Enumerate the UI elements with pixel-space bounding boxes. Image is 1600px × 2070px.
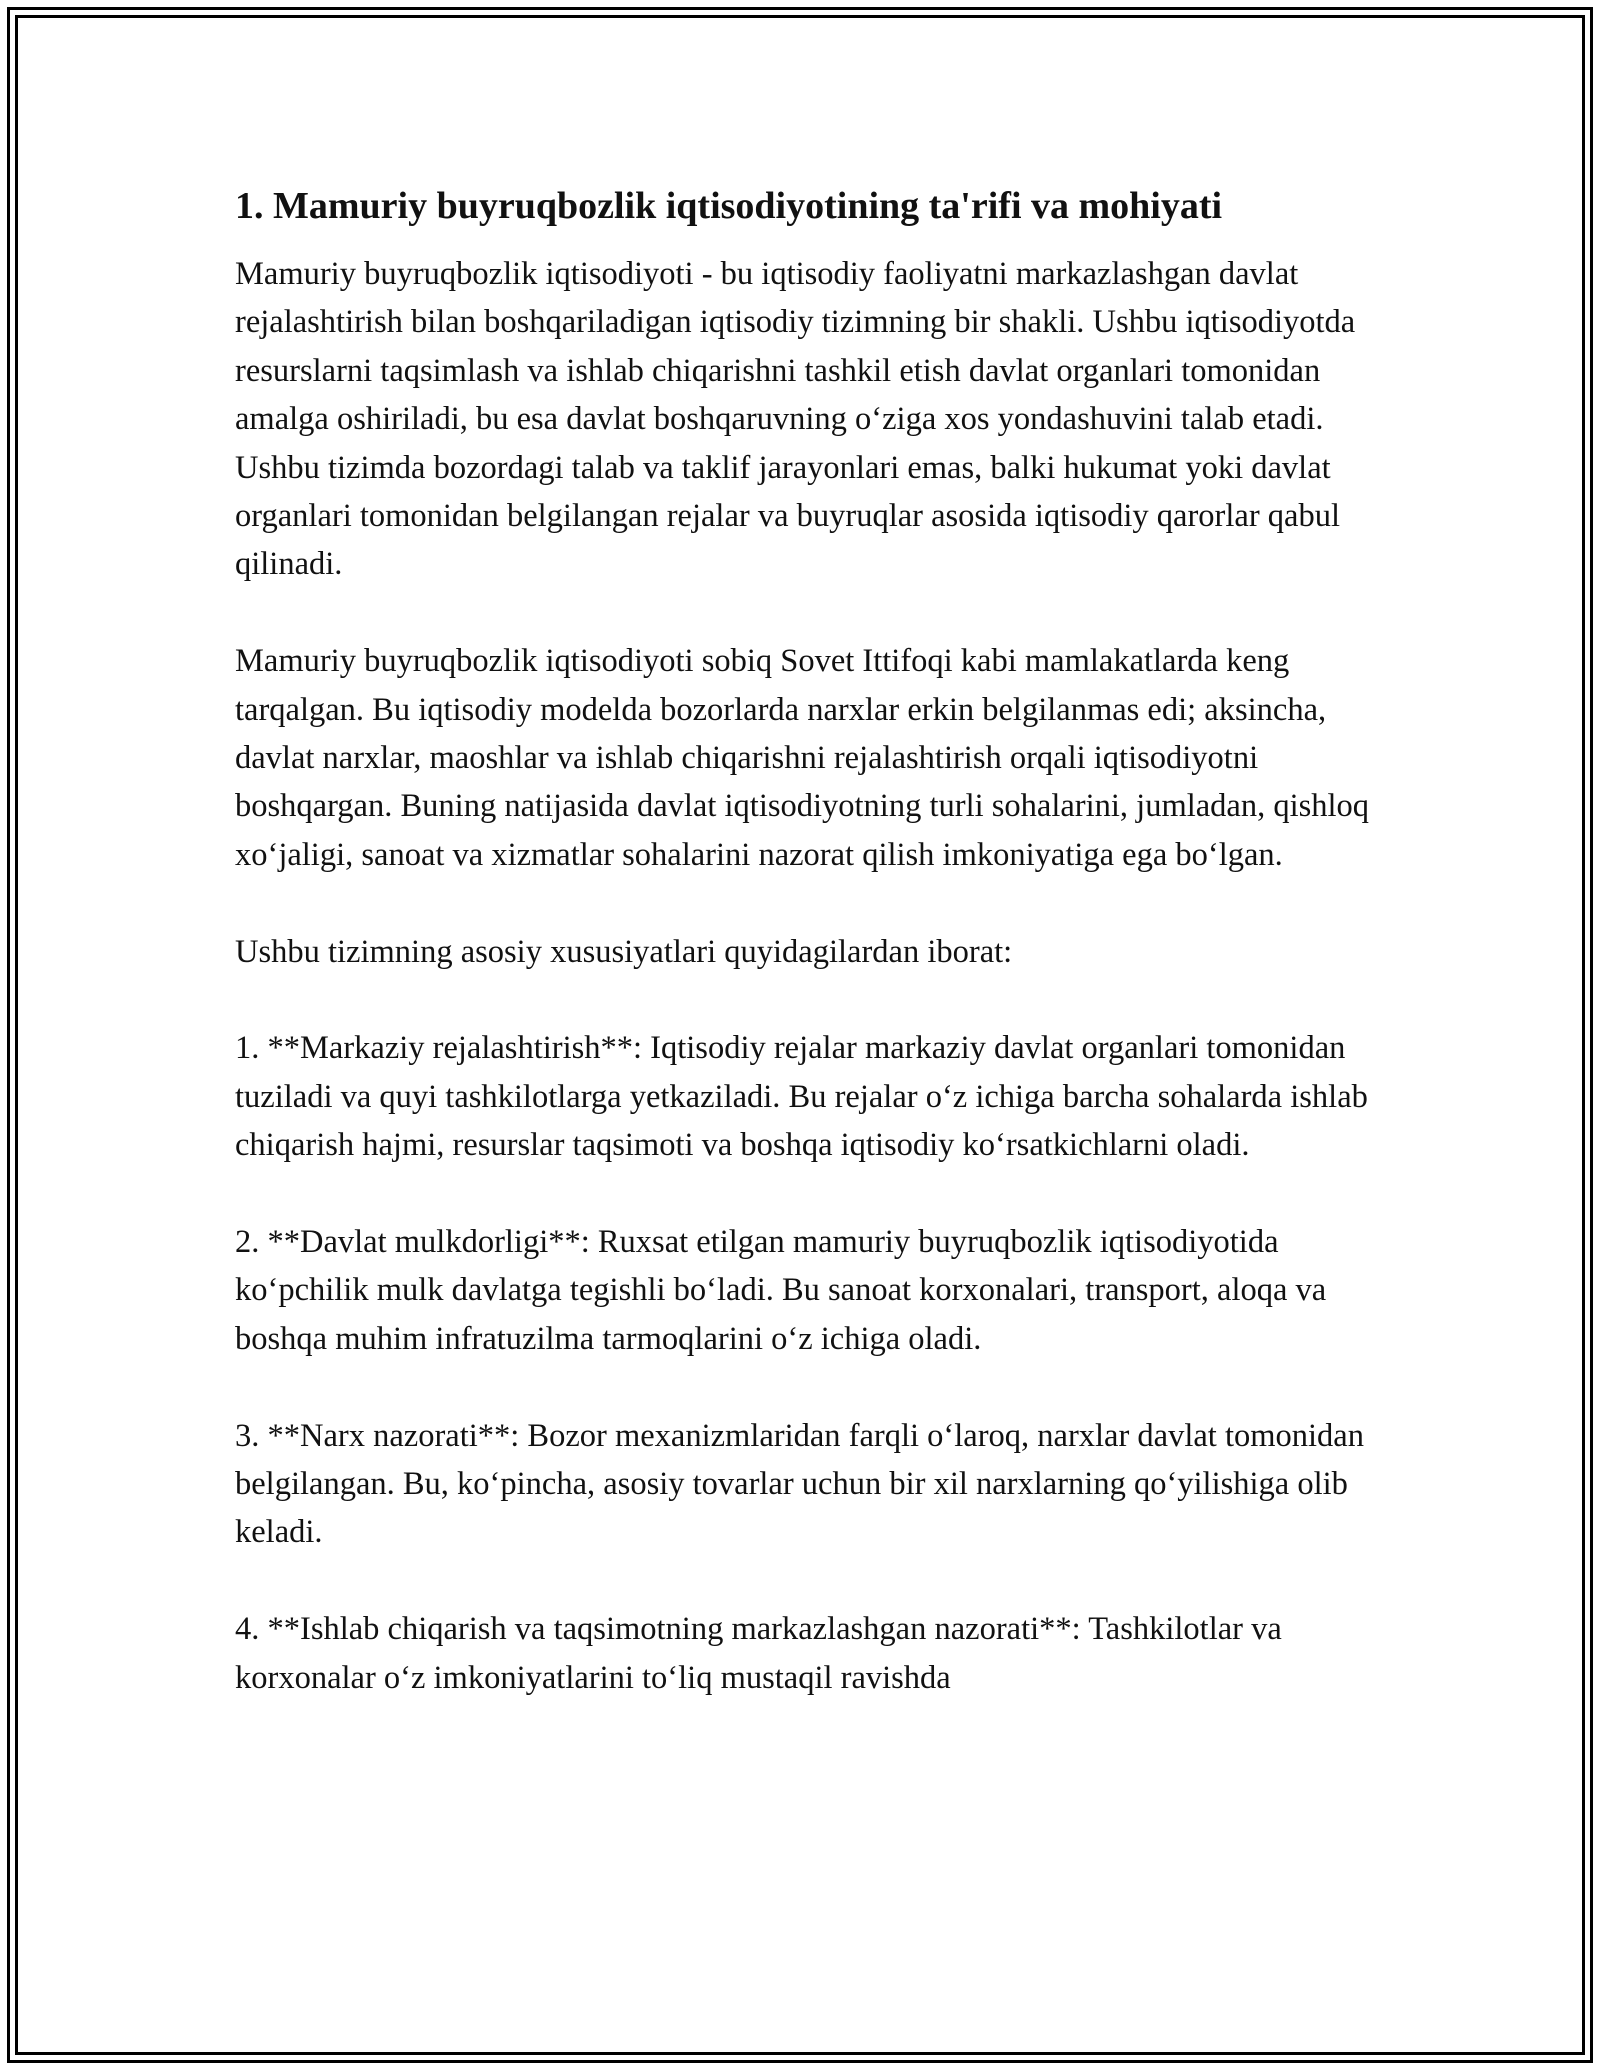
document-title: 1. Mamuriy buyruqbozlik iqtisodiyotining ta'rifi va mohiyati bbox=[235, 185, 1223, 227]
paragraph-definition: Mamuriy buyruqbozlik iqtisodiyoti - bu iqtisodiy faoliyatni markazlashgan davlat rejalashtirish bilan boshqariladigan iqtisodiy tizimning bir shakli. Ushbu iqtisodiyotda resurslarni taqsimlash va ishlab chiqarishni tashkil etish davlat organlari tomonidan amalga oshiriladi, bu esa davlat boshqaruvning o‘ziga xos yondashuvini talab etadi. Ushbu tizimda bozordagi talab va taklif jarayonlari emas, balki hukumat yoki davlat organlari tomonidan belgilangan rejalar va buyruqlar asosida iqtisodiy qarorlar qabul qilinadi. bbox=[235, 256, 1356, 583]
document-body bbox=[235, 182, 1375, 1702]
list-item-central-planning: 1. **Markaziy rejalashtirish**: Iqtisodiy rejalar markaziy davlat organlari tomonidan tuziladi va quyi tashkilotlarga yetkaziladi. Bu rejalar o‘z ichiga barcha sohalarda ishlab chiqarish hajmi, resurslar taqsimoti va boshqa iqtisodiy ko‘rsatkichlarni oladi. bbox=[235, 1030, 1368, 1164]
paragraph-features-intro: Ushbu tizimning asosiy xususiyatlari quyidagilardan iborat: bbox=[235, 933, 1013, 970]
list-item-price-control: 3. **Narx nazorati**: Bozor mexanizmlaridan farqli o‘laroq, narxlar davlat tomonidan belgilangan. Bu, ko‘pincha, asosiy tovarlar uchun bir xil narxlarning qo‘yilishiga olib keladi. bbox=[235, 1417, 1364, 1551]
list-item-state-ownership: 2. **Davlat mulkdorligi**: Ruxsat etilgan mamuriy buyruqbozlik iqtisodiyotida ko‘pchilik mulk davlatga tegishli bo‘ladi. Bu sanoat korxonalari, transport, aloqa va boshqa muhim infratuzilma tarmoqlarini o‘z ichiga oladi. bbox=[235, 1224, 1327, 1357]
list-item-centralized-control: 4. **Ishlab chiqarish va taqsimotning markazlashgan nazorati**: Tashkilotlar va korxonalar o‘z imkoniyatlarini to‘liq mustaqil ravishda bbox=[235, 1611, 1282, 1696]
paragraph-history: Mamuriy buyruqbozlik iqtisodiyoti sobiq Sovet Ittifoqi kabi mamlakatlarda keng tarqalgan. Bu iqtisodiy modelda bozorlarda narxlar erkin belgilanmas edi; aksincha, davlat narxlar, maoshlar va ishlab chiqarishni rejalashtirish orqali iqtisodiyotni boshqargan. Buning natijasida davlat iqtisodiyotning turli sohalarini, jumladan, qishloq xo‘jaligi, sanoat va xizmatlar sohalarini nazorat qilish imkoniyatiga ega bo‘lgan. bbox=[235, 643, 1370, 873]
